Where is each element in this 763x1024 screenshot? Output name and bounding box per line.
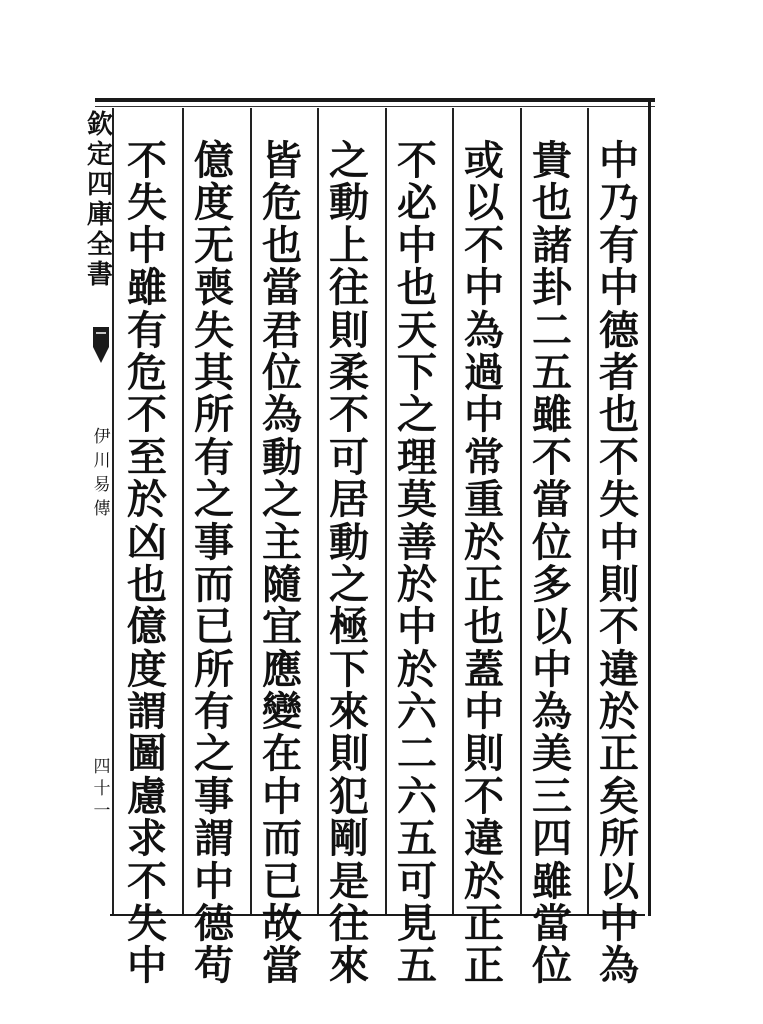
text-char: 四 [532,815,572,863]
text-char: 中 [397,221,437,269]
text-char: 危 [127,348,167,396]
text-char: 位 [262,348,302,396]
text-char: 圖 [127,730,167,778]
frame-top-inner-border [95,106,655,107]
text-char: 二 [397,730,437,778]
text-char: 有 [194,433,234,481]
text-char: 中 [127,221,167,269]
banxin-folio-char: 一 [93,801,111,821]
text-char: 犯 [329,772,369,820]
text-char: 中 [464,688,504,736]
text-char: 蓋 [464,645,504,693]
text-char: 見 [397,900,437,948]
text-char: 度 [127,645,167,693]
text-char: 中 [599,900,639,948]
banxin-folio-char: 十 [93,779,111,799]
text-char: 以 [464,179,504,227]
text-char: 變 [262,688,302,736]
text-char: 柔 [329,348,369,396]
text-char: 之 [262,476,302,524]
text-char: 中 [262,772,302,820]
text-char: 下 [397,348,437,396]
banxin-subtitle-char: 川 [93,451,111,471]
text-char: 中 [532,645,572,693]
text-char: 天 [397,306,437,354]
text-char: 不 [464,772,504,820]
text-char: 貴 [532,137,572,184]
banxin-title-char: 定 [86,140,113,170]
text-char: 也 [532,179,572,227]
text-char: 也 [464,603,504,651]
text-char: 已 [194,603,234,651]
text-char: 所 [194,391,234,439]
banxin-folio [92,756,112,822]
text-char: 德 [194,900,234,948]
text-char: 失 [127,900,167,948]
text-char: 德 [599,306,639,354]
text-char: 可 [397,857,437,905]
text-char: 也 [397,264,437,312]
text-char: 苟 [194,942,234,990]
text-char: 五 [397,815,437,863]
text-char: 必 [397,179,437,227]
text-char: 為 [532,688,572,736]
text-char: 莫 [397,476,437,524]
text-char: 有 [194,688,234,736]
text-char: 五 [397,942,437,990]
text-char: 於 [397,645,437,693]
text-char: 上 [329,221,369,269]
text-char: 於 [599,688,639,736]
text-char: 謂 [194,815,234,863]
text-char: 所 [599,815,639,863]
text-char: 動 [262,433,302,481]
text-char: 則 [599,560,639,608]
text-char: 所 [194,645,234,693]
text-char: 无 [194,221,234,269]
text-char: 來 [329,688,369,736]
banxin-title-char: 欽 [86,110,113,140]
banxin-title [86,110,114,290]
text-char: 為 [262,391,302,439]
text-char: 求 [127,815,167,863]
text-char: 中 [397,603,437,651]
text-char: 也 [262,221,302,269]
text-char: 之 [329,137,369,184]
text-char: 以 [532,603,572,651]
text-char: 動 [329,179,369,227]
text-char: 正 [599,730,639,778]
text-char: 有 [127,306,167,354]
text-char: 中 [599,518,639,566]
text-char: 往 [329,264,369,312]
text-char: 六 [397,688,437,736]
text-char: 在 [262,730,302,778]
banxin-folio-char: 四 [93,757,111,777]
text-char: 不 [599,603,639,651]
text-char: 失 [127,179,167,227]
text-char: 過 [464,348,504,396]
text-char: 當 [532,900,572,948]
banxin-title-char: 書 [86,260,113,290]
text-char: 矣 [599,772,639,820]
banxin-subtitle [92,425,112,521]
text-char: 違 [599,645,639,693]
text-char: 事 [194,518,234,566]
text-char: 六 [397,772,437,820]
text-char: 三 [532,772,572,820]
banxin-subtitle-char: 伊 [93,427,111,447]
text-char: 慮 [127,772,167,820]
text-char: 多 [532,560,572,608]
text-char: 不 [397,137,437,184]
text-char: 則 [464,730,504,778]
banxin-title-char: 庫 [86,200,113,230]
text-char: 不 [127,137,167,184]
text-char: 美 [532,730,572,778]
text-char: 者 [599,348,639,396]
text-column [454,137,514,990]
text-char: 可 [329,433,369,481]
text-char: 雖 [532,857,572,905]
text-char: 之 [194,730,234,778]
text-char: 常 [464,433,504,481]
text-char: 於 [464,518,504,566]
fishtail-mark-icon [92,325,110,365]
text-char: 雖 [532,391,572,439]
text-char: 乃 [599,179,639,227]
text-char: 二 [532,306,572,354]
banxin-title-char: 四 [86,170,113,200]
text-char: 皆 [262,137,302,184]
text-char: 則 [329,306,369,354]
text-char: 不 [127,391,167,439]
text-char: 而 [262,815,302,863]
text-char: 正 [464,942,504,990]
text-char: 當 [262,264,302,312]
text-char: 其 [194,348,234,396]
text-char: 善 [397,518,437,566]
text-char: 當 [532,476,572,524]
text-char: 極 [329,603,369,651]
text-column [387,137,447,990]
text-char: 億 [127,603,167,651]
banxin-subtitle-char: 傳 [93,499,111,519]
text-char: 理 [397,433,437,481]
text-char: 違 [464,815,504,863]
text-char: 謂 [127,688,167,736]
text-char: 中 [194,857,234,905]
text-char: 於 [127,476,167,524]
text-char: 來 [329,942,369,990]
text-char: 危 [262,179,302,227]
text-char: 宜 [262,603,302,651]
text-char: 居 [329,476,369,524]
text-char: 凶 [127,518,167,566]
text-char: 不 [127,857,167,905]
text-char: 中 [464,264,504,312]
text-char: 於 [464,857,504,905]
text-char: 至 [127,433,167,481]
text-char: 當 [262,942,302,990]
text-char: 而 [194,560,234,608]
text-char: 五 [532,348,572,396]
text-char: 有 [599,221,639,269]
frame-top-border [95,98,655,102]
text-column [117,137,177,990]
text-char: 位 [532,518,572,566]
text-char: 失 [599,476,639,524]
text-char: 之 [397,391,437,439]
text-char: 為 [464,306,504,354]
text-char: 不 [599,433,639,481]
text-char: 喪 [194,264,234,312]
text-char: 動 [329,518,369,566]
text-char: 卦 [532,264,572,312]
banxin-title-char: 全 [86,230,113,260]
text-char: 失 [194,306,234,354]
text-char: 主 [262,518,302,566]
text-char: 隨 [262,560,302,608]
text-char: 也 [127,560,167,608]
text-char: 君 [262,306,302,354]
text-column [589,137,649,990]
text-char: 中 [464,391,504,439]
text-column [319,137,379,990]
text-column [184,137,244,990]
text-char: 應 [262,645,302,693]
text-char: 之 [329,560,369,608]
text-char: 事 [194,772,234,820]
text-char: 雖 [127,264,167,312]
text-char: 剛 [329,815,369,863]
text-char: 之 [194,476,234,524]
text-char: 已 [262,857,302,905]
text-char: 或 [464,137,504,184]
text-column [252,137,312,990]
text-char: 正 [464,560,504,608]
text-char: 為 [599,942,639,990]
text-char: 不 [329,391,369,439]
text-char: 正 [464,900,504,948]
text-char: 重 [464,476,504,524]
text-char: 度 [194,179,234,227]
text-char: 下 [329,645,369,693]
text-char: 也 [599,391,639,439]
text-char: 億 [194,137,234,184]
text-char: 則 [329,730,369,778]
text-column [522,137,582,990]
text-char: 往 [329,900,369,948]
text-char: 位 [532,942,572,990]
text-char: 是 [329,857,369,905]
text-char: 以 [599,857,639,905]
text-char: 故 [262,900,302,948]
text-char: 中 [599,264,639,312]
text-char: 諸 [532,221,572,269]
text-char: 中 [127,942,167,990]
text-char: 於 [397,560,437,608]
banxin-subtitle-char: 易 [93,475,111,495]
text-char: 不 [464,221,504,269]
text-char: 中 [599,137,639,184]
text-char: 不 [532,433,572,481]
